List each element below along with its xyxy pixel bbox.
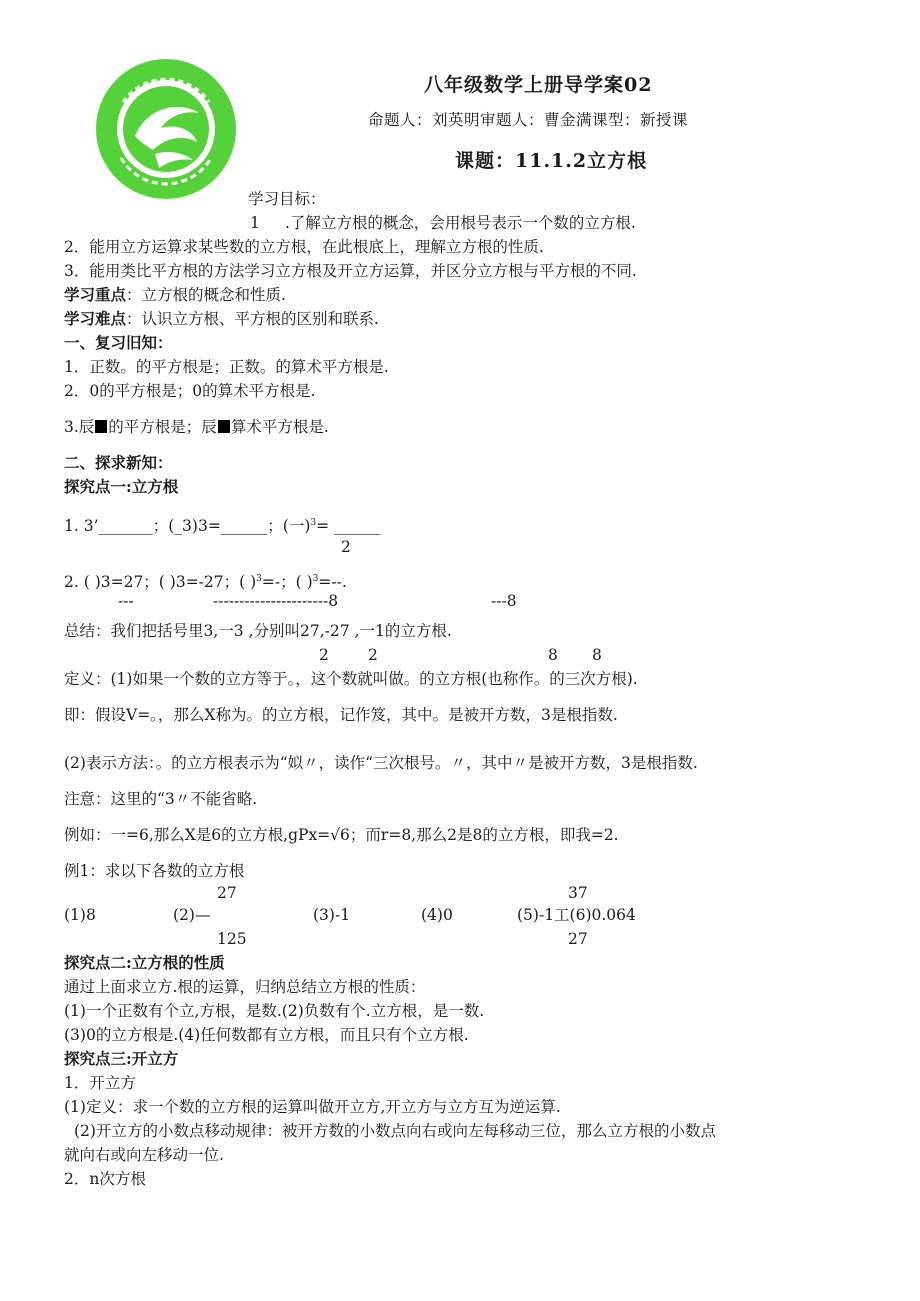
summary-sub-3: 8: [548, 646, 558, 664]
doc-title: 八年级数学上册导学案02: [424, 74, 653, 96]
point-2-intro: 通过上面求立方.根的运算，归纳总结立方根的性质：: [64, 978, 426, 996]
school-seal-logo: [95, 58, 237, 200]
review-3: 3.辰 的平方根是；辰 算术平方根是.: [64, 418, 329, 436]
point-3-definition: (1)定义：求一个数的立方根的运算叫做开立方,开立方与立方互为逆运算.: [64, 1098, 561, 1116]
point-2-line-1: (1)一个正数有个立,方根，是数.(2)负数有个.立方根，是一数.: [64, 1002, 485, 1020]
goal-2: 2．能用立方运算求某些数的立方根，在此根底上，理解立方根的性质.: [64, 238, 544, 256]
example-intro: 例如：一=6,那么X是6的立方根,gPx=√6；而r=8,那么2是8的立方根，即我=2.: [64, 826, 619, 844]
point-3-item-2: 2．n次方根: [64, 1170, 146, 1188]
question-2-under-3: ---8: [491, 592, 517, 610]
example-1-item-2: (2)—: [173, 906, 211, 924]
example-1-numerator-27: 27: [217, 884, 237, 902]
note: 注意：这里的“3〃不能省略.: [64, 790, 258, 808]
review-2: 2．0的平方根是；0的算术平方根是.: [64, 382, 316, 400]
example-1-item-3: (3)-1: [313, 906, 351, 924]
goals-heading: 学习目标：: [248, 190, 326, 208]
doc-authors: 命题人：刘英明审题人：曹金满课型：新授课: [368, 111, 689, 129]
definition-1b: 即：假设V=。，那么X称为。的立方根，记作笈，其中。是被开方数，3是根指数.: [64, 706, 618, 724]
explore-heading: 二、探求新知：: [64, 453, 173, 472]
example-1-denominator-27: 27: [568, 930, 588, 948]
example-1-heading: 例1：求以下各数的立方根: [64, 862, 245, 880]
point-2-line-2: (3)0的立方根是.(4)任何数都有立方根，而且只有个立方根.: [64, 1026, 469, 1044]
goal-3: 3．能用类比平方根的方法学习立方根及开立方运算，并区分立方根与平方根的不同.: [64, 262, 637, 280]
review-heading: 一、复习旧知：: [64, 333, 173, 352]
goal-1-number: 1: [250, 214, 260, 232]
example-1-item-1: (1)8: [64, 906, 96, 924]
explore-point-2-heading: 探究点二:立方根的性质: [64, 953, 225, 972]
question-1-denominator: 2: [341, 538, 351, 556]
difficulty-point: 学习难点：认识立方根、平方根的区别和联系.: [64, 309, 379, 328]
summary-sub-4: 8: [592, 646, 602, 664]
question-2-under-2: ----------------------8: [213, 592, 339, 610]
summary-sub-1: 2: [319, 646, 329, 664]
key-point: 学习重点：立方根的概念和性质.: [64, 285, 286, 304]
review-1: 1．正数。的平方根是；正数。的算术平方根是.: [64, 358, 389, 376]
question-2: 2. ( )3=27；( )3=-27；( )$^3$=-；( )$^3$=--.: [64, 573, 347, 592]
doc-topic: 课题：11.1.2立方根: [455, 150, 648, 172]
redacted-block: [95, 420, 107, 433]
point-3-rule-line-2: 就向右或向左移动一位.: [64, 1146, 224, 1164]
example-1-numerator-37: 37: [568, 884, 588, 902]
example-1-denominator-125: 125: [217, 930, 247, 948]
point-3-rule-line-1: (2)开立方的小数点移动规律：被开方数的小数点向右或向左每移动三位，那么立方根的小数点: [74, 1122, 716, 1140]
explore-point-1-heading: 探究点一:立方根: [64, 477, 179, 496]
definition-1: 定义：(1)如果一个数的立方等于。，这个数就叫做。的立方根(也称作。的三次方根).: [64, 670, 638, 688]
summary-sub-2: 2: [368, 646, 378, 664]
question-1: 1. 3’_______；(_3)3=______；(一)$^3$= ______: [64, 517, 381, 536]
point-3-item-1: 1．开立方: [64, 1074, 136, 1092]
example-1-item-4: (4)0: [421, 906, 453, 924]
redacted-block: [218, 420, 230, 433]
question-2-under-1: ---: [118, 592, 134, 610]
goal-1: .了解立方根的概念，会用根号表示一个数的立方根.: [285, 214, 636, 232]
example-1-item-5-6: (5)-1工(6)0.064: [517, 906, 636, 924]
definition-2: (2)表示方法：。的立方根表示为“姒〃，读作“三次根号。〃，其中〃是被开方数，3是根指数.: [64, 754, 698, 772]
summary: 总结：我们把括号里3,一3 ,分别叫27,-27 ,一1的立方根.: [64, 622, 452, 640]
explore-point-3-heading: 探究点三:开立方: [64, 1049, 179, 1068]
